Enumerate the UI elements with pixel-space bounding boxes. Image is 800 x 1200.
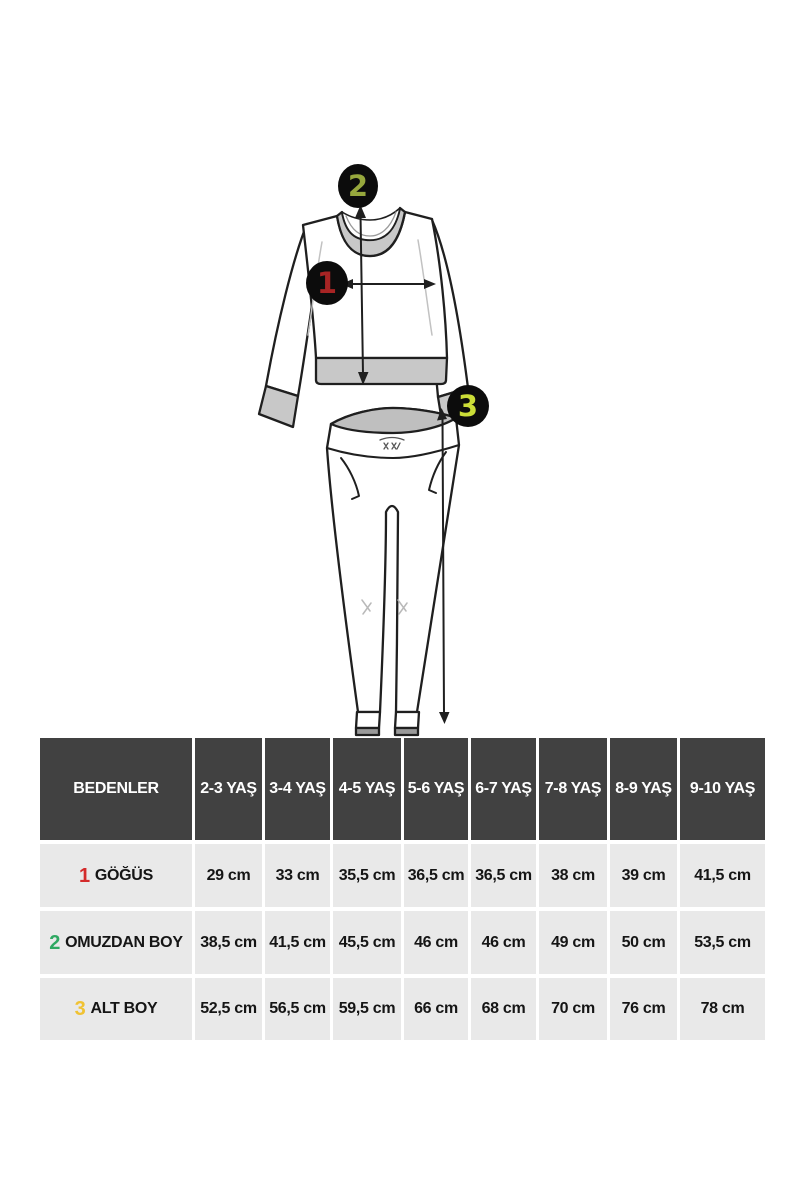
size-cell: 52,5 cm	[195, 978, 262, 1040]
header-2-3-yas: 2-3 YAŞ	[195, 738, 262, 840]
row-number-2: 2	[49, 931, 61, 954]
size-cell: 45,5 cm	[333, 911, 401, 974]
header-bedenler: BEDENLER	[40, 738, 192, 840]
sweatshirt-drawing	[259, 208, 474, 428]
size-cell: 36,5 cm	[404, 844, 468, 907]
size-cell: 66 cm	[404, 978, 468, 1040]
row-label-text: ALT BOY	[90, 1000, 158, 1017]
size-cell: 68 cm	[471, 978, 536, 1040]
size-cell: 29 cm	[195, 844, 262, 907]
row-label-alt-boy	[40, 978, 192, 1040]
pants-drawing	[327, 408, 459, 735]
row-label-omuzdan-boy	[40, 911, 192, 974]
size-cell: 33 cm	[265, 844, 330, 907]
size-cell: 36,5 cm	[471, 844, 536, 907]
size-cell: 35,5 cm	[333, 844, 401, 907]
size-cell: 38,5 cm	[195, 911, 262, 974]
size-cell: 38 cm	[539, 844, 607, 907]
pants-right-ankle-band	[395, 728, 418, 735]
row-label-gogus	[40, 844, 192, 907]
header-3-4-yas: 3-4 YAŞ	[265, 738, 330, 840]
pants-left-ankle-cuff	[356, 712, 380, 728]
size-cell: 59,5 cm	[333, 978, 401, 1040]
marker-badge-chest	[306, 261, 348, 305]
sweatshirt-hem-band	[316, 358, 447, 384]
pants-right-ankle-cuff	[395, 712, 419, 728]
row-number-3: 3	[74, 998, 86, 1020]
marker-badge-pants-length	[447, 385, 489, 427]
row-number-1: 1	[79, 864, 90, 887]
header-9-10-yas: 9-10 YAŞ	[680, 738, 765, 840]
size-cell: 41,5 cm	[265, 911, 330, 974]
header-5-6-yas: 5-6 YAŞ	[404, 738, 468, 840]
size-cell: 46 cm	[471, 911, 536, 974]
badge-number-3: 3	[457, 389, 479, 423]
row-label-text: GÖĞÜS	[94, 866, 153, 884]
size-cell: 76 cm	[610, 978, 677, 1040]
size-cell: 56,5 cm	[265, 978, 330, 1040]
size-cell: 41,5 cm	[680, 844, 765, 907]
size-cell: 70 cm	[539, 978, 607, 1040]
header-8-9-yas: 8-9 YAŞ	[610, 738, 677, 840]
size-table	[40, 738, 765, 1040]
size-cell: 39 cm	[610, 844, 677, 907]
header-4-5-yas: 4-5 YAŞ	[333, 738, 401, 840]
marker-badge-shoulder-length	[338, 164, 378, 208]
size-cell: 78 cm	[680, 978, 765, 1040]
size-cell: 50 cm	[610, 911, 677, 974]
pants-left-ankle-band	[356, 728, 379, 735]
badge-number-1: 1	[316, 266, 338, 300]
size-cell: 53,5 cm	[680, 911, 765, 974]
row-label-text: OMUZDAN BOY	[65, 933, 183, 951]
badge-number-2: 2	[347, 169, 369, 203]
header-7-8-yas: 7-8 YAŞ	[539, 738, 607, 840]
header-6-7-yas: 6-7 YAŞ	[471, 738, 536, 840]
size-cell: 46 cm	[404, 911, 468, 974]
size-cell: 49 cm	[539, 911, 607, 974]
